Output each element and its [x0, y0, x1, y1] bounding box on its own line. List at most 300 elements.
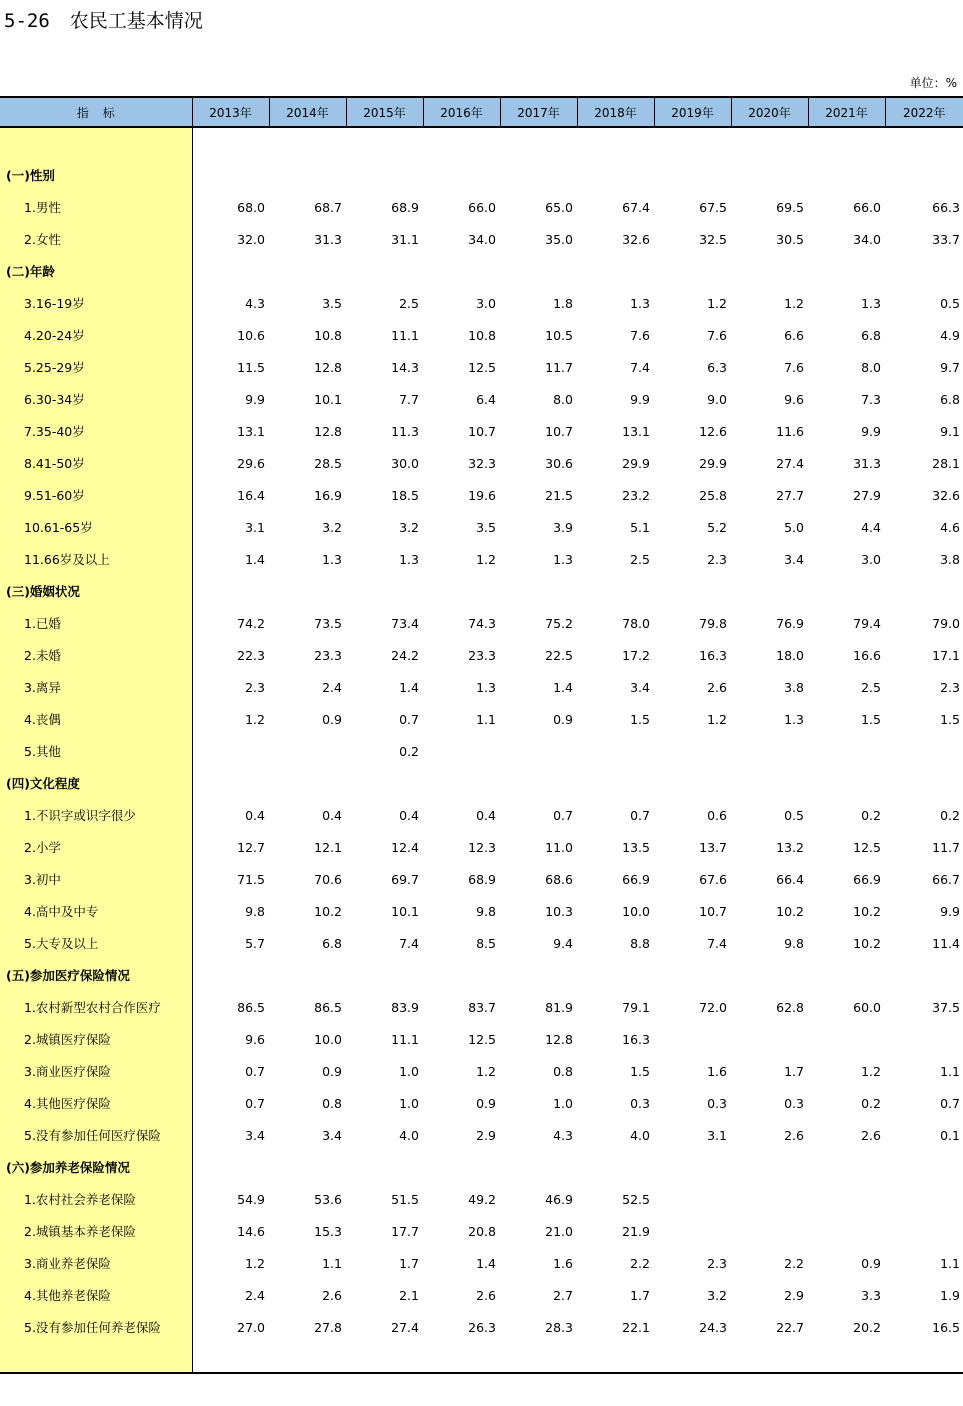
value-cell: 10.8	[468, 327, 496, 343]
value-cell: 68.0	[237, 199, 265, 215]
value-cell: 2.6	[322, 1287, 342, 1303]
value-cell	[654, 1215, 731, 1247]
value-cell: 9.9	[630, 391, 650, 407]
value-cell: 20.2	[853, 1319, 881, 1335]
value-cell: 9.6	[245, 1031, 265, 1047]
value-cell: 10.2	[853, 935, 881, 951]
header-year: 2018年	[577, 97, 654, 127]
value-cell: 81.9	[545, 999, 573, 1015]
value-cell: 74.3	[468, 615, 496, 631]
value-cell: 20.8	[468, 1223, 496, 1239]
value-cell	[885, 735, 963, 767]
value-cell: 1.2	[784, 295, 804, 311]
value-cell	[192, 255, 269, 287]
value-cell	[346, 959, 423, 991]
value-cell: 75.2	[545, 615, 573, 631]
value-cell: 86.5	[237, 999, 265, 1015]
value-cell	[654, 1023, 731, 1055]
table-row	[0, 991, 963, 1023]
value-cell: 66.0	[468, 199, 496, 215]
value-cell: 4.3	[553, 1127, 573, 1143]
value-cell: 1.2	[245, 1255, 265, 1271]
value-cell: 1.0	[399, 1095, 419, 1111]
row-label: 4.丧偶	[24, 712, 61, 727]
value-cell: 68.7	[314, 199, 342, 215]
value-cell: 0.3	[630, 1095, 650, 1111]
value-cell: 17.1	[932, 647, 960, 663]
value-cell: 13.5	[622, 839, 650, 855]
value-cell	[423, 735, 500, 767]
value-cell	[885, 255, 963, 287]
value-cell: 3.4	[245, 1127, 265, 1143]
value-cell	[500, 159, 577, 191]
value-cell: 35.0	[545, 231, 573, 247]
value-cell: 28.1	[932, 455, 960, 471]
value-cell	[654, 735, 731, 767]
header-year: 2014年	[269, 97, 346, 127]
value-cell: 12.5	[853, 839, 881, 855]
unit-label: 单位：%	[909, 76, 957, 90]
table-row	[0, 639, 963, 671]
value-cell: 2.3	[940, 679, 960, 695]
value-cell: 33.7	[932, 231, 960, 247]
value-cell: 1.3	[476, 679, 496, 695]
table-row	[0, 863, 963, 895]
value-cell	[885, 1151, 963, 1183]
value-cell: 24.2	[391, 647, 419, 663]
category-label: (五)参加医疗保险情况	[6, 968, 130, 983]
value-cell: 76.9	[776, 615, 804, 631]
value-cell: 3.1	[245, 519, 265, 535]
value-cell	[885, 1183, 963, 1215]
value-cell	[885, 959, 963, 991]
value-cell	[731, 255, 808, 287]
value-cell: 2.2	[784, 1255, 804, 1271]
row-label: 3.商业医疗保险	[24, 1064, 111, 1079]
value-cell: 2.7	[553, 1287, 573, 1303]
value-cell: 4.6	[940, 519, 960, 535]
value-cell	[577, 767, 654, 799]
row-label: 2.城镇基本养老保险	[24, 1224, 136, 1239]
value-cell: 22.7	[776, 1319, 804, 1335]
value-cell: 65.0	[545, 199, 573, 215]
row-label: 2.女性	[24, 232, 61, 247]
value-cell: 2.1	[399, 1287, 419, 1303]
table-row	[0, 1311, 963, 1343]
value-cell: 13.1	[237, 423, 265, 439]
value-cell: 3.0	[861, 551, 881, 567]
value-cell	[346, 255, 423, 287]
row-label: 3.商业养老保险	[24, 1256, 111, 1271]
value-cell: 1.4	[245, 551, 265, 567]
table-title	[4, 6, 203, 33]
value-cell: 0.8	[553, 1063, 573, 1079]
row-label: 1.已婚	[24, 616, 61, 631]
value-cell	[808, 735, 885, 767]
value-cell: 14.6	[237, 1223, 265, 1239]
row-label: 4.其他养老保险	[24, 1288, 111, 1303]
category-label: (二)年龄	[6, 264, 55, 279]
table-row	[0, 479, 963, 511]
value-cell	[500, 735, 577, 767]
category-row	[0, 575, 963, 607]
value-cell: 0.9	[322, 711, 342, 727]
value-cell: 27.8	[314, 1319, 342, 1335]
table-row	[0, 1055, 963, 1087]
value-cell: 2.2	[630, 1255, 650, 1271]
category-row	[0, 959, 963, 991]
value-cell: 27.9	[853, 487, 881, 503]
value-cell: 10.2	[776, 903, 804, 919]
value-cell: 27.0	[237, 1319, 265, 1335]
value-cell: 3.2	[399, 519, 419, 535]
value-cell: 54.9	[237, 1191, 265, 1207]
value-cell: 9.1	[940, 423, 960, 439]
value-cell: 1.5	[630, 1063, 650, 1079]
value-cell	[269, 735, 346, 767]
value-cell: 1.8	[553, 295, 573, 311]
value-cell: 0.7	[940, 1095, 960, 1111]
value-cell: 7.4	[630, 359, 650, 375]
value-cell: 2.6	[476, 1287, 496, 1303]
value-cell: 16.6	[853, 647, 881, 663]
value-cell	[808, 767, 885, 799]
value-cell: 8.8	[630, 935, 650, 951]
value-cell: 2.6	[861, 1127, 881, 1143]
value-cell	[885, 159, 963, 191]
value-cell	[654, 767, 731, 799]
value-cell: 32.6	[622, 231, 650, 247]
value-cell: 1.1	[940, 1063, 960, 1079]
value-cell: 79.0	[932, 615, 960, 631]
value-cell: 68.6	[545, 871, 573, 887]
value-cell: 66.9	[622, 871, 650, 887]
value-cell: 11.1	[391, 1031, 419, 1047]
value-cell: 37.5	[932, 999, 960, 1015]
value-cell	[885, 1215, 963, 1247]
value-cell: 3.8	[784, 679, 804, 695]
value-cell: 68.9	[468, 871, 496, 887]
value-cell: 31.3	[853, 455, 881, 471]
value-cell: 78.0	[622, 615, 650, 631]
value-cell: 3.9	[553, 519, 573, 535]
value-cell: 67.6	[699, 871, 727, 887]
value-cell: 5.1	[630, 519, 650, 535]
value-cell: 1.2	[861, 1063, 881, 1079]
value-cell: 22.5	[545, 647, 573, 663]
value-cell: 0.9	[476, 1095, 496, 1111]
value-cell: 16.5	[932, 1319, 960, 1335]
value-cell: 0.7	[245, 1063, 265, 1079]
table-row	[0, 447, 963, 479]
value-cell: 0.5	[784, 807, 804, 823]
value-cell: 79.4	[853, 615, 881, 631]
value-cell	[192, 959, 269, 991]
value-cell	[731, 1183, 808, 1215]
row-label: 1.不识字或识字很少	[24, 808, 136, 823]
value-cell	[500, 959, 577, 991]
value-cell: 2.5	[399, 295, 419, 311]
value-cell: 6.8	[322, 935, 342, 951]
value-cell	[731, 959, 808, 991]
value-cell	[654, 575, 731, 607]
value-cell	[192, 159, 269, 191]
value-cell: 1.3	[322, 551, 342, 567]
value-cell: 0.9	[322, 1063, 342, 1079]
value-cell: 6.6	[784, 327, 804, 343]
value-cell: 28.5	[314, 455, 342, 471]
value-cell: 12.3	[468, 839, 496, 855]
row-label: 5.25-29岁	[24, 360, 85, 375]
value-cell: 8.0	[861, 359, 881, 375]
value-cell: 12.5	[468, 1031, 496, 1047]
value-cell: 0.3	[784, 1095, 804, 1111]
value-cell: 79.8	[699, 615, 727, 631]
value-cell: 23.3	[468, 647, 496, 663]
value-cell: 0.2	[861, 1095, 881, 1111]
value-cell: 1.2	[707, 295, 727, 311]
value-cell: 9.8	[784, 935, 804, 951]
value-cell: 6.8	[861, 327, 881, 343]
value-cell: 4.3	[245, 295, 265, 311]
value-cell: 9.9	[940, 903, 960, 919]
row-label: 9.51-60岁	[24, 488, 85, 503]
value-cell	[885, 767, 963, 799]
value-cell	[885, 1023, 963, 1055]
value-cell: 0.2	[399, 743, 419, 759]
value-cell: 1.6	[707, 1063, 727, 1079]
value-cell	[808, 255, 885, 287]
value-cell: 16.3	[699, 647, 727, 663]
value-cell	[269, 767, 346, 799]
value-cell: 2.5	[630, 551, 650, 567]
value-cell: 1.4	[476, 1255, 496, 1271]
bottom-rule	[0, 1372, 963, 1374]
value-cell: 10.5	[545, 327, 573, 343]
value-cell: 17.2	[622, 647, 650, 663]
value-cell: 0.3	[707, 1095, 727, 1111]
value-cell: 10.0	[622, 903, 650, 919]
row-label: 3.16-19岁	[24, 296, 85, 311]
value-cell: 60.0	[853, 999, 881, 1015]
category-label: (一)性别	[6, 168, 55, 183]
value-cell: 12.7	[237, 839, 265, 855]
table-row	[0, 703, 963, 735]
value-cell: 11.3	[391, 423, 419, 439]
value-cell: 1.0	[399, 1063, 419, 1079]
value-cell: 29.6	[237, 455, 265, 471]
value-cell: 9.0	[707, 391, 727, 407]
value-cell: 18.0	[776, 647, 804, 663]
value-cell: 28.3	[545, 1319, 573, 1335]
table-row	[0, 799, 963, 831]
value-cell: 31.1	[391, 231, 419, 247]
value-cell	[192, 767, 269, 799]
value-cell: 3.2	[707, 1287, 727, 1303]
value-cell: 25.8	[699, 487, 727, 503]
table-row	[0, 671, 963, 703]
header-indicator: 指标	[0, 97, 192, 127]
value-cell: 4.0	[630, 1127, 650, 1143]
value-cell: 17.7	[391, 1223, 419, 1239]
value-cell: 12.5	[468, 359, 496, 375]
row-label: 5.其他	[24, 744, 61, 759]
value-cell: 27.4	[776, 455, 804, 471]
value-cell: 16.4	[237, 487, 265, 503]
value-cell	[808, 1023, 885, 1055]
table-number: 5-26	[4, 10, 50, 32]
header-year: 2019年	[654, 97, 731, 127]
value-cell	[269, 575, 346, 607]
row-label: 5.没有参加任何医疗保险	[24, 1128, 161, 1143]
value-cell: 1.1	[322, 1255, 342, 1271]
value-cell	[731, 735, 808, 767]
value-cell: 27.7	[776, 487, 804, 503]
value-cell: 1.3	[784, 711, 804, 727]
value-cell	[731, 1215, 808, 1247]
value-cell: 10.7	[468, 423, 496, 439]
row-label: 1.农村社会养老保险	[24, 1192, 136, 1207]
value-cell: 13.2	[776, 839, 804, 855]
value-cell: 51.5	[391, 1191, 419, 1207]
value-cell: 1.6	[553, 1255, 573, 1271]
table-row	[0, 1087, 963, 1119]
value-cell: 30.6	[545, 455, 573, 471]
category-row	[0, 1151, 963, 1183]
value-cell: 0.5	[940, 295, 960, 311]
value-cell: 83.9	[391, 999, 419, 1015]
value-cell: 0.2	[861, 807, 881, 823]
value-cell: 8.5	[476, 935, 496, 951]
value-cell: 5.2	[707, 519, 727, 535]
value-cell: 4.4	[861, 519, 881, 535]
value-cell: 3.5	[322, 295, 342, 311]
value-cell: 73.5	[314, 615, 342, 631]
value-cell: 1.2	[707, 711, 727, 727]
value-cell: 7.4	[399, 935, 419, 951]
value-cell: 86.5	[314, 999, 342, 1015]
table-name: 农民工基本情况	[69, 10, 203, 32]
value-cell: 1.1	[940, 1255, 960, 1271]
value-cell: 11.0	[545, 839, 573, 855]
value-cell	[731, 767, 808, 799]
value-cell: 2.9	[476, 1127, 496, 1143]
value-cell: 1.3	[630, 295, 650, 311]
value-cell	[808, 1215, 885, 1247]
value-cell	[808, 959, 885, 991]
value-cell	[423, 767, 500, 799]
value-cell: 12.8	[314, 359, 342, 375]
value-cell	[808, 1151, 885, 1183]
category-row	[0, 255, 963, 287]
table-row	[0, 351, 963, 383]
value-cell: 49.2	[468, 1191, 496, 1207]
data-table	[0, 96, 963, 1343]
value-cell: 22.1	[622, 1319, 650, 1335]
header-year: 2021年	[808, 97, 885, 127]
value-cell: 69.7	[391, 871, 419, 887]
header-year: 2015年	[346, 97, 423, 127]
value-cell	[269, 159, 346, 191]
value-cell	[577, 1151, 654, 1183]
table-row	[0, 1119, 963, 1151]
value-cell: 3.3	[861, 1287, 881, 1303]
table-row	[0, 735, 963, 767]
value-cell: 12.6	[699, 423, 727, 439]
value-cell	[577, 959, 654, 991]
value-cell: 7.6	[707, 327, 727, 343]
value-cell: 1.3	[553, 551, 573, 567]
value-cell: 1.7	[399, 1255, 419, 1271]
value-cell: 2.3	[707, 551, 727, 567]
value-cell: 71.5	[237, 871, 265, 887]
table-row	[0, 607, 963, 639]
value-cell: 0.7	[630, 807, 650, 823]
value-cell: 16.9	[314, 487, 342, 503]
value-cell: 74.2	[237, 615, 265, 631]
value-cell: 2.4	[322, 679, 342, 695]
value-cell	[269, 255, 346, 287]
value-cell: 66.0	[853, 199, 881, 215]
value-cell: 29.9	[622, 455, 650, 471]
table-row	[0, 319, 963, 351]
value-cell: 10.1	[391, 903, 419, 919]
row-label: 4.高中及中专	[24, 904, 99, 919]
value-cell: 66.4	[776, 871, 804, 887]
row-label: 4.20-24岁	[24, 328, 85, 343]
value-cell: 0.4	[245, 807, 265, 823]
spacer-row	[0, 127, 963, 159]
value-cell: 30.5	[776, 231, 804, 247]
value-cell: 32.5	[699, 231, 727, 247]
value-cell: 32.6	[932, 487, 960, 503]
value-cell: 3.8	[940, 551, 960, 567]
value-cell: 30.0	[391, 455, 419, 471]
table-row	[0, 511, 963, 543]
value-cell: 18.5	[391, 487, 419, 503]
value-cell: 70.6	[314, 871, 342, 887]
table-row	[0, 831, 963, 863]
value-cell: 0.9	[553, 711, 573, 727]
value-cell: 32.0	[237, 231, 265, 247]
value-cell	[808, 575, 885, 607]
value-cell: 46.9	[545, 1191, 573, 1207]
header-year: 2016年	[423, 97, 500, 127]
value-cell	[577, 255, 654, 287]
value-cell: 19.6	[468, 487, 496, 503]
value-cell: 11.7	[545, 359, 573, 375]
value-cell: 67.5	[699, 199, 727, 215]
value-cell: 5.0	[784, 519, 804, 535]
value-cell	[346, 575, 423, 607]
value-cell	[885, 575, 963, 607]
category-label: (六)参加养老保险情况	[6, 1160, 130, 1175]
value-cell: 12.8	[314, 423, 342, 439]
table-row	[0, 543, 963, 575]
row-label: 11.66岁及以上	[24, 552, 110, 567]
value-cell: 2.3	[245, 679, 265, 695]
row-label: 2.城镇医疗保险	[24, 1032, 111, 1047]
value-cell: 1.3	[399, 551, 419, 567]
value-cell: 2.3	[707, 1255, 727, 1271]
value-cell: 9.9	[245, 391, 265, 407]
value-cell: 2.4	[245, 1287, 265, 1303]
row-label: 7.35-40岁	[24, 424, 85, 439]
value-cell: 73.4	[391, 615, 419, 631]
value-cell: 21.0	[545, 1223, 573, 1239]
value-cell: 16.3	[622, 1031, 650, 1047]
value-cell: 14.3	[391, 359, 419, 375]
